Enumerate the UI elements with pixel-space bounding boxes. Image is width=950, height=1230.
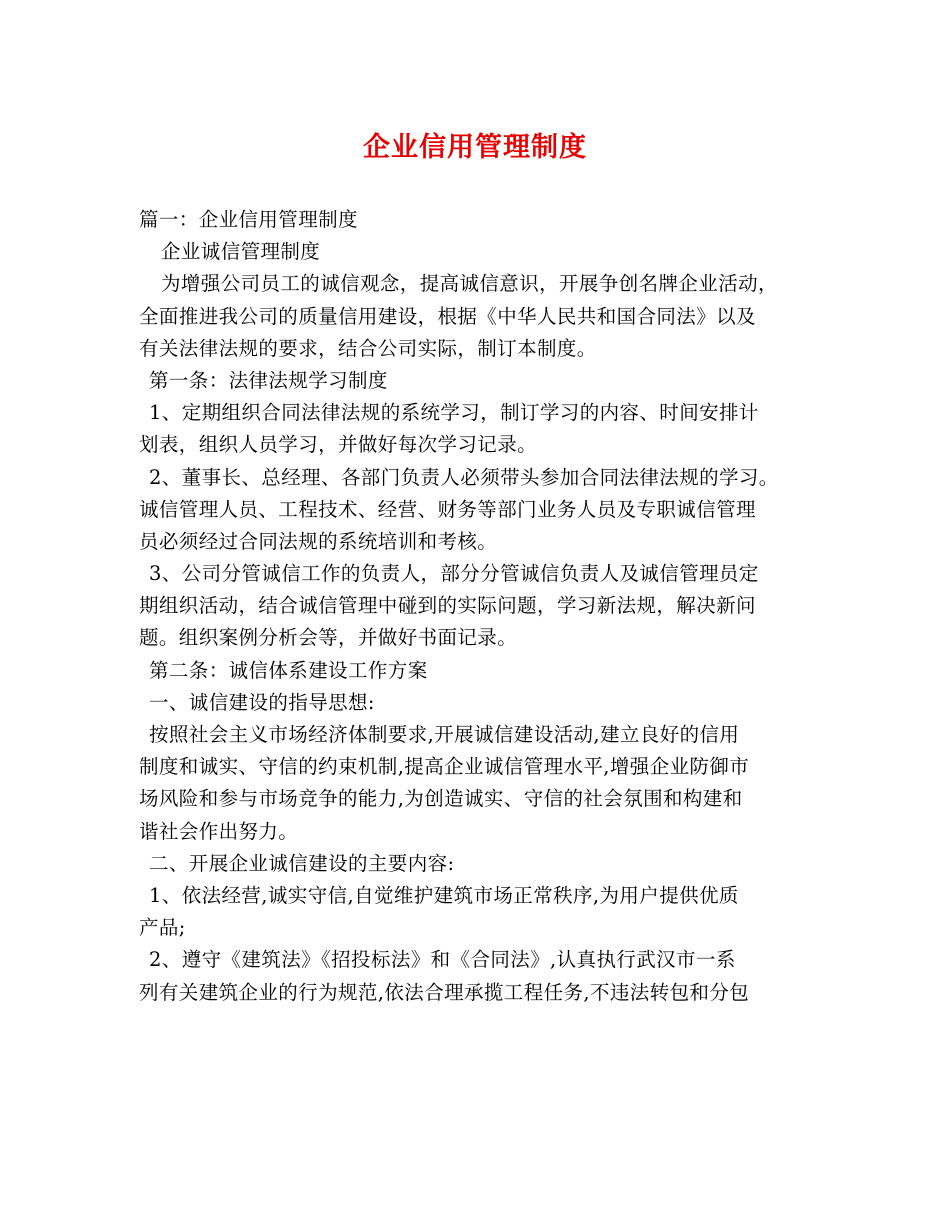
text-line: 员必须经过合同法规的系统培训和考核。 — [139, 529, 498, 553]
text-line: 列有关建筑企业的行为规范,依法合理承揽工程任务,不违法转包和分包 — [139, 980, 750, 1004]
text-line: 按照社会主义市场经济体制要求,开展诚信建设活动,建立良好的信用 — [149, 723, 740, 746]
text-line: 2、董事长、总经理、各部门负责人必须带头参加合同法律法规的学习。 — [149, 465, 779, 489]
text-line: 题。组织案例分析会等，并做好书面记录。 — [139, 626, 518, 650]
text-line: 1、依法经营,诚实守信,自觉维护建筑市场正常秩序,为用户提供优质 — [149, 883, 739, 907]
text-line: 全面推进我公司的质量信用建设，根据《中华人民共和国合同法》以及 — [139, 304, 756, 328]
document-body — [139, 204, 829, 1009]
text-line: 一、诚信建设的指导思想: — [149, 690, 375, 714]
text-line: 谐社会作出努力。 — [139, 819, 299, 843]
text-line: 篇一：企业信用管理制度 — [139, 208, 358, 231]
text-line: 制度和诚实、守信的约束机制,提高企业诚信管理水平,增强企业防御市 — [139, 755, 750, 779]
document-title: 企业信用管理制度 — [363, 132, 587, 163]
text-line: 有关法律法规的要求，结合公司实际，制订本制度。 — [139, 336, 597, 360]
text-line: 二、开展企业诚信建设的主要内容: — [149, 851, 455, 875]
text-line: 2、遵守《建筑法》《招投标法》和《合同法》,认真执行武汉市一系 — [149, 948, 736, 972]
text-line: 产品; — [139, 916, 186, 940]
text-line: 3、公司分管诚信工作的负责人，部分分管诚信负责人及诚信管理员定 — [149, 562, 759, 586]
text-line: 1、定期组织合同法律法规的系统学习，制订学习的内容、时间安排计 — [149, 401, 759, 425]
text-line: 为增强公司员工的诚信观念，提高诚信意识，开展争创名牌企业活动， — [161, 272, 778, 296]
text-line: 划表，组织人员学习，并做好每次学习记录。 — [139, 433, 538, 457]
text-line: 第一条：法律法规学习制度 — [149, 368, 388, 392]
text-line: 企业诚信管理制度 — [161, 240, 321, 264]
text-line: 诚信管理人员、工程技术、经营、财务等部门业务人员及专职诚信管理 — [139, 497, 756, 521]
text-line: 场风险和参与市场竞争的能力,为创造诚实、守信的社会氛围和构建和 — [139, 787, 743, 811]
text-line: 期组织活动，结合诚信管理中碰到的实际问题，学习新法规，解决新问 — [139, 594, 756, 618]
text-line: 第二条：诚信体系建设工作方案 — [149, 658, 428, 682]
